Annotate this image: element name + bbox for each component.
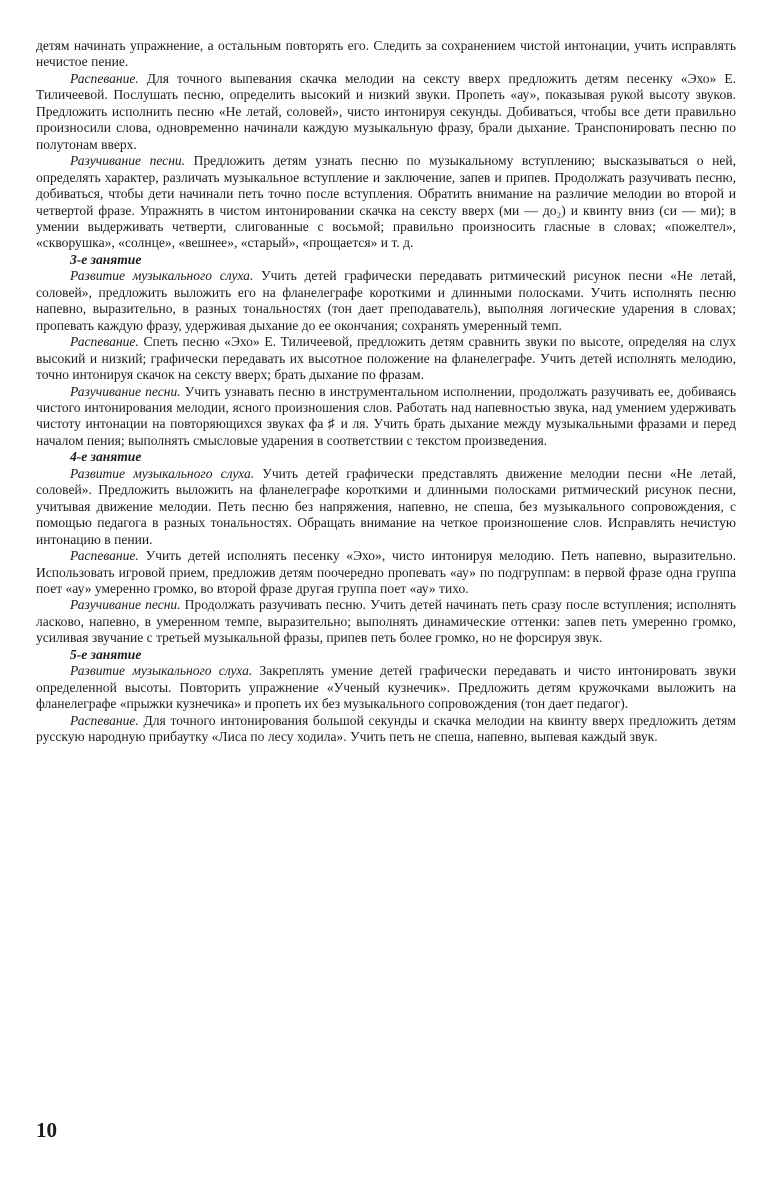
paragraph-lead: Разучивание песни.	[70, 153, 186, 169]
lesson-heading: 5-е занятие	[70, 646, 142, 662]
paragraph-body: детям начинать упражнение, а остальным повторять его. Следить за сохранением чистой интонации, учить исправлять нечистое пение.	[36, 38, 736, 70]
paragraph-lead: Развитие музыкального слуха.	[70, 465, 255, 481]
paragraph-lead: Разучивание песни.	[70, 383, 181, 399]
paragraph-body: Учить детей графически передавать ритмический рисунок песни «Не летай, соловей», предложить выложить его на фланелеграфе короткими и длинными полосками. Учить исполнять песню напевно, выразительно, в разных тональностях (тон дает преподаватель), выполняя логические ударения в словах; пропевать каждую фразу, удерживая дыхание до ее окончания; сохранять умеренный темп.	[36, 268, 736, 333]
paragraph	[36, 466, 736, 548]
paragraph-body: Продолжать разучивать песню. Учить детей начинать петь сразу после вступления; исполнять ласково, напевно, в умеренном темпе, выразительно; выполнять динамические оттенки: запев петь умеренно громко, усиливая звучание с третьей музыкальной фразы, припев петь более громко, но не форсируя звук.	[36, 597, 736, 646]
page-text	[36, 38, 736, 745]
paragraph-lead: Разучивание песни.	[70, 597, 181, 613]
page-number: 10	[36, 1118, 57, 1142]
paragraph-lead: Распевание.	[70, 70, 139, 86]
paragraph-body: Закреплять умение детей графически передавать и чисто интонировать звуки определенной высоты. Повторить упражнение «Ученый кузнечик». Предложить детям кружочками выложить на фланелеграфе «прыжки кузнечика» и пропеть их без музыкального сопровождения (тон дает педагог).	[36, 663, 736, 712]
paragraph	[36, 597, 736, 646]
paragraph	[36, 268, 736, 334]
paragraph-body: Спеть песню «Эхо» Е. Тиличеевой, предложить детям сравнить звуки по высоте, определяя на слух высокий и низкий; графически передавать их высотное положение на фланелеграфе. Учить детей исполнять мелодию, точно интонируя скачок на сексту вверх; брать дыхание по фразам.	[36, 334, 736, 383]
paragraph	[36, 713, 736, 746]
paragraph	[36, 548, 736, 597]
paragraph	[36, 153, 736, 252]
paragraph-lead: Развитие музыкального слуха.	[70, 268, 254, 284]
paragraph-body: Для точного интонирования большой секунды и скачка мелодии на квинту вверх предложить детям русскую народную прибаутку «Лиса по лесу ходила». Учить петь не спеша, напевно, выпевая каждый звук.	[36, 712, 736, 745]
paragraph-body: Учить узнавать песню в инструментальном исполнении, продолжать разучивать ее, добиваясь чистого интонирования мелодии, ясного произношения слов. Работать над напевностью звука, над умением удерживать чистоту интонации на повторяющихся звуках фа ♯ и ля. Учить брать дыхание между музыкальными фразами и перед началом пения; выполнять смысловые ударения в соответствии с текстом произведения.	[36, 383, 737, 448]
paragraph-lead: Развитие музыкального слуха.	[70, 663, 253, 679]
paragraph-lead: Распевание.	[70, 712, 139, 728]
paragraph-lead: Распевание.	[70, 334, 139, 350]
paragraph-body: Учить детей графически представлять движение мелодии песни «Не летай, соловей». Предложить выложить на фланелеграфе короткими и длинными полосками ритмический рисунок песни, учитывая движение мелодии. Петь песню без напряжения, напевно, не спеша, без музыкального сопровождения, с помощью педагога в разных тональностях. Обращать внимание на четкое произношение слов. Исправлять нечистую интонацию в пении.	[36, 465, 736, 547]
paragraph	[36, 663, 736, 712]
paragraph-body: Для точного выпевания скачка мелодии на сексту вверх предложить детям песенку «Эхо» Е. Тиличеевой. Послушать песню, определить высокий и низкий звуки. Пропеть «ау», показывая рукой высоту звуков. Предложить исполнить песню «Не летай, соловей», чисто интонируя секунды. Добиваться, чтобы все дети правильно произносили слова, одновременно начинали каждую музыкальную фразу, брали дыхание. Транспонировать песню по полутонам вверх.	[36, 70, 736, 152]
paragraph	[36, 71, 736, 153]
paragraph	[36, 384, 736, 450]
paragraph-body: Учить детей исполнять песенку «Эхо», чисто интонируя мелодию. Петь напевно, выразительно. Использовать игровой прием, предложив детям поочередно пропевать «ау» по подгруппам: в первой фразе одна группа поет «ау» умеренно громко, во второй фразе другая группа поет «ау» тихо.	[36, 548, 736, 596]
lesson-heading: 4-е занятие	[70, 449, 142, 465]
paragraph	[36, 38, 736, 71]
lesson-heading: 3-е занятие	[70, 251, 142, 267]
paragraph-body: Предложить детям узнать песню по музыкальному вступлению; высказываться о ней, определять характер, различать музыкальное вступление и заключение, запев и припев. Продолжать разучивать песню, добиваться, чтобы дети начинали петь точно после вступления. Обратить внимание на различие мелодии во второй и четвертой фразе. Упражнять в чистом интонировании скачка на сексту вверх (ми — до₂) и квинту вниз (си — ми); в умении выдерживать четверти, слигованные с восьмой; правильно произносить гласные в словах; «пожелтел», «скворушка», «солнце», «вешнее», «старый», «прощается» и т. д.	[36, 153, 736, 251]
paragraph-lead: Распевание.	[70, 548, 139, 564]
paragraph	[36, 334, 736, 383]
